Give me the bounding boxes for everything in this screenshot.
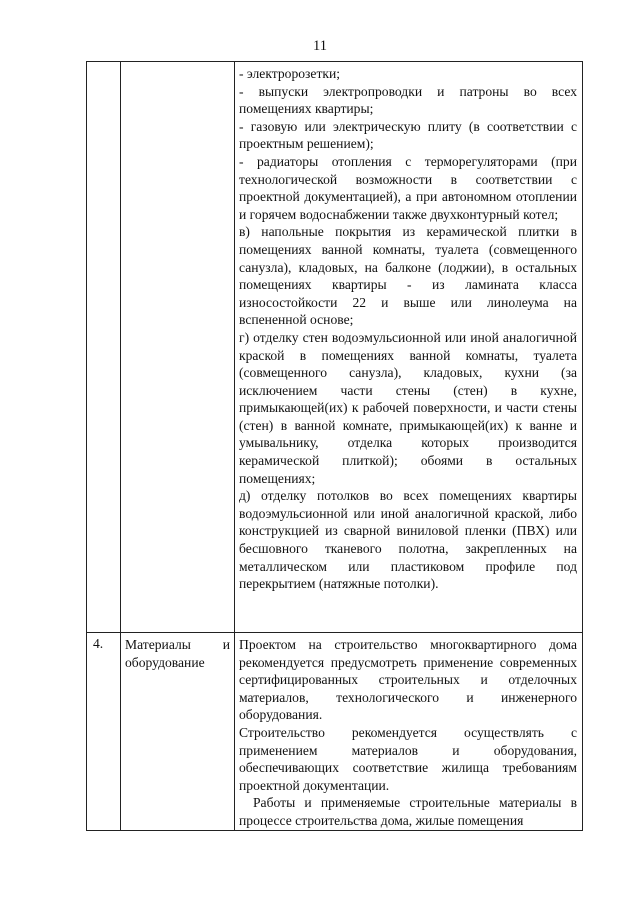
paragraph-ceiling-finishing: д) отделку потолков во всех помещениях квартиры водоэмульсионной или иной аналогичной краской, либо конструкцией из сварной виниловой пленки (ПВХ) или бесшовного тканевого полотна, закрепленных на металлическом или пластиковом профиле под перекрытием (натяжные потолки). (239, 488, 577, 592)
requirements-table (86, 61, 583, 831)
row-description-cell (235, 62, 583, 633)
row-name-cell (121, 62, 235, 633)
paragraph-construction-materials: Строительство рекомендуется осуществлять с применением материалов и оборудования, обеспечивающих соответствие жилища требованиям проектной документации. (239, 724, 577, 793)
paragraph-wall-finishing: г) отделку стен водоэмульсионной или иной аналогичной краской в помещениях ванной комнаты, туалета (совмещенного санузла), кладовых, кухни (за исключением части стены (стен) в кухне, примыкающей(их) к рабочей поверхности, и части стены (стен) в ванной комнате, примыкающей(их) к ванне и умывальнику, отделка которых производится керамической плиткой); обоями в остальных помещениях; (239, 329, 577, 486)
row-number-cell: 4. (87, 633, 121, 831)
paragraph-stove: - газовую или электрическую плиту (в соответствии с проектным решением); (239, 118, 577, 152)
row-description-cell (235, 633, 583, 831)
table-row (87, 633, 583, 831)
row-name-text: Материалы и оборудование (125, 637, 230, 670)
table-row (87, 62, 583, 633)
paragraph-wiring: - выпуски электропроводки и патроны во всех помещениях квартиры; (239, 83, 577, 117)
row-name-cell (121, 633, 235, 831)
paragraph-project-recommendation: Проектом на строительство многоквартирного дома рекомендуется предусмотреть применение современных сертифицированных строительных и отделочных материалов, технологического и инженерного оборудования. (239, 637, 577, 723)
paragraph-sockets: - электророзетки; (239, 66, 341, 81)
paragraph-works-materials: Работы и применяемые строительные материалы в процессе строительства дома, жилые помещения (239, 795, 577, 828)
row-number-cell (87, 62, 121, 633)
paragraph-radiators: - радиаторы отопления с терморегуляторами (при технологической возможности в соответствии с проектной документацией), а при автономном отоплении и горячем водоснабжении также двухконтурный котел; (239, 153, 577, 222)
page-number: 11 (313, 38, 327, 54)
paragraph-floor-coverings: в) напольные покрытия из керамической плитки в помещениях ванной комнаты, туалета (совмещенного санузла), кладовых, на балконе (лоджии), в остальных помещениях квартиры - из ламината класса износостойкости 22 и выше или линолеума на вспененной основе; (239, 224, 577, 328)
